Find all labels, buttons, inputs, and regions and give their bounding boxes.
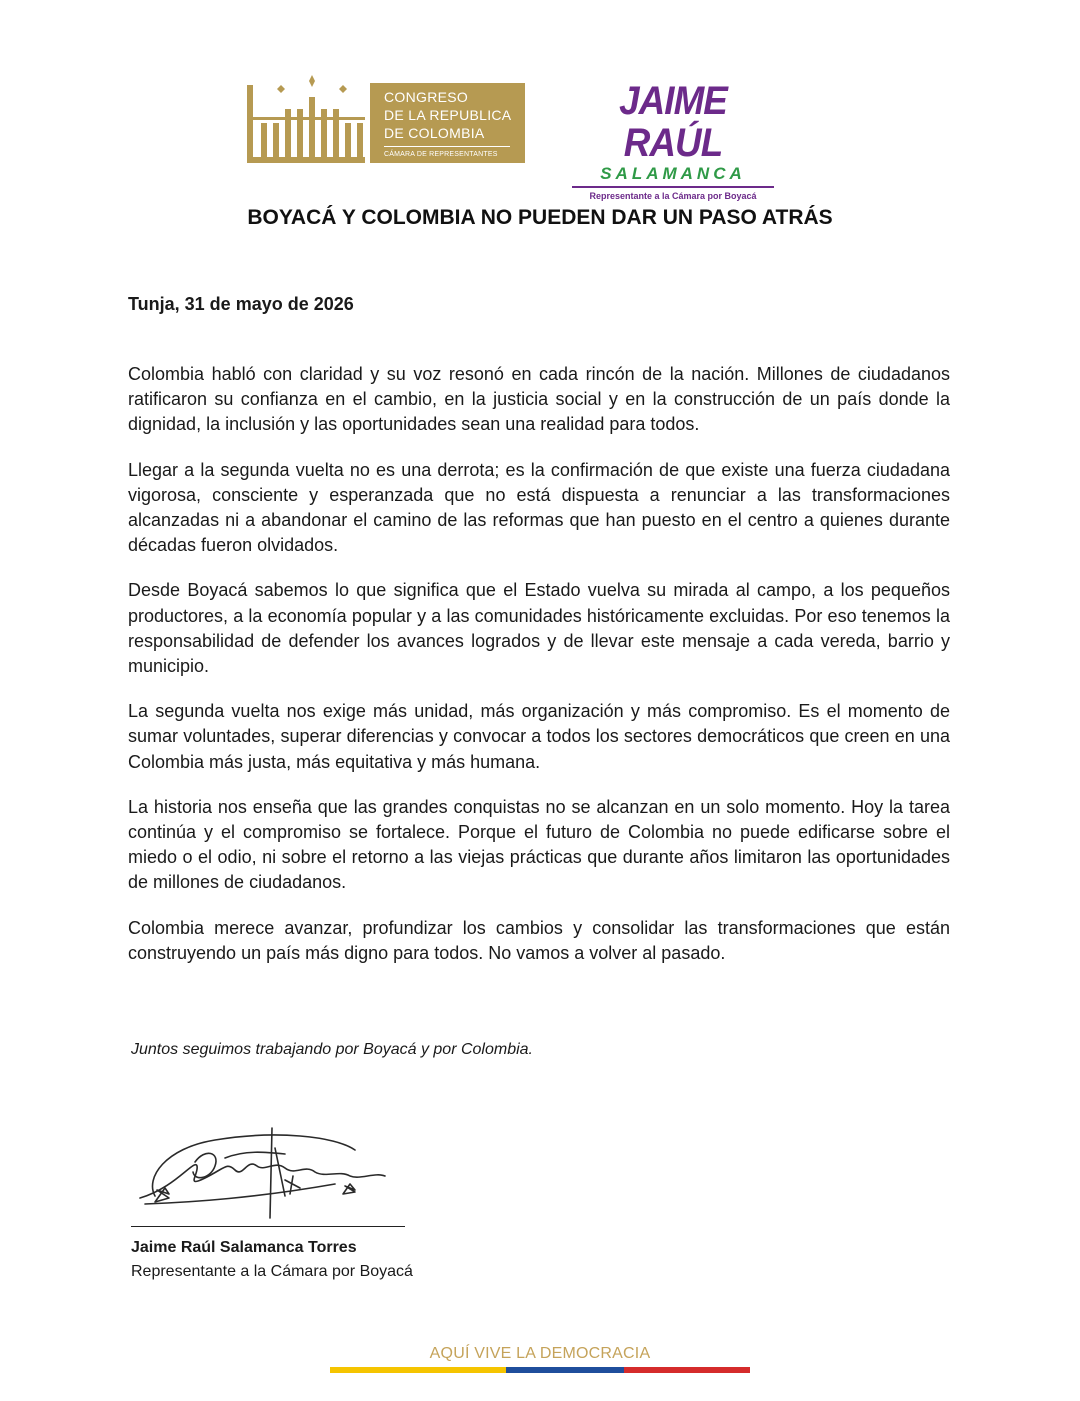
paragraph-2: Llegar a la segunda vuelta no es una derrota; es la confirmación de que existe una fuerza ciudadana vigorosa, consciente y esperanzada que no está dispuesta a renunciar a las transformaciones alcanzadas ni a abandonar el camino de las reformas que han puesto en el centro a quienes durante décadas fueron olvidados. (128, 459, 950, 556)
candidate-surname: SALAMANCA (600, 164, 746, 183)
signature-line (131, 1226, 405, 1227)
signer-role: Representante a la Cámara por Boyacá (131, 1263, 413, 1280)
paragraph-1: Colombia habló con claridad y su voz resonó en cada rincón de la nación. Millones de ciudadanos ratificaron su confianza en el cambio, en la justicia social y en la construcción de un país donde la dignidad, la inclusión y las oportunidades sean una realidad para todos. (128, 364, 950, 435)
letter-body (128, 362, 950, 986)
flag-stripe-blue (506, 1367, 624, 1373)
congress-logo (247, 75, 525, 163)
handwritten-signature (135, 1118, 400, 1230)
flag-stripe-red (624, 1367, 750, 1373)
congress-name-box (370, 83, 525, 163)
signer-name: Jaime Raúl Salamanca Torres (131, 1239, 357, 1256)
closing-line: Juntos seguimos trabajando por Boyacá y por Colombia. (131, 1041, 533, 1058)
candidate-tagline: Representante a la Cámara por Boyacá (589, 191, 757, 201)
capitol-building-icon (247, 75, 367, 163)
flag-stripe-bar (330, 1367, 750, 1373)
date-line: Tunja, 31 de mayo de 2026 (128, 294, 354, 314)
flag-stripe-yellow (330, 1367, 506, 1373)
congress-subtitle: CÁMARA DE REPRESENTANTES (384, 146, 510, 160)
paragraph-6: Colombia merece avanzar, profundizar los cambios y consolidar las transformaciones que están construyendo un país más digno para todos. No vamos a volver al pasado. (128, 917, 950, 963)
candidate-divider (572, 186, 774, 188)
document-title: BOYACÁ Y COLOMBIA NO PUEDEN DAR UN PASO ATRÁS (247, 206, 833, 229)
footer-slogan: AQUÍ VIVE LA DEMOCRACIA (429, 1345, 651, 1362)
candidate-name: JAIME RAÚL (619, 79, 727, 165)
congress-line-1: CONGRESO (384, 89, 469, 105)
paragraph-3: Desde Boyacá sabemos lo que significa que el Estado vuelva su mirada al campo, a los pequeños productores, a la economía popular y a las comunidades históricamente excluidas. Por eso tenemos la responsabilidad de defender los avances logrados y de llevar este mensaje a cada vereda, barrio y municipio. (128, 580, 950, 677)
candidate-logo (568, 79, 778, 201)
congress-line-3: DE COLOMBIA (384, 125, 485, 141)
paragraph-4: La segunda vuelta nos exige más unidad, más organización y más compromiso. Es el momento de sumar voluntades, superar diferencias y convocar a todos los sectores democráticos que creen en una Colombia más justa, más equitativa y más humana. (128, 701, 950, 772)
paragraph-5: La historia nos enseña que las grandes conquistas no se alcanzan en un solo momento. Hoy la tarea continúa y el compromiso se fortalece. Porque el futuro de Colombia no puede edificarse sobre el miedo o el odio, ni sobre el retorno a las viejas prácticas que durante años limitaron las oportunidades de millones de ciudadanos. (128, 796, 950, 893)
congress-line-2: DE LA REPUBLICA (384, 107, 512, 123)
